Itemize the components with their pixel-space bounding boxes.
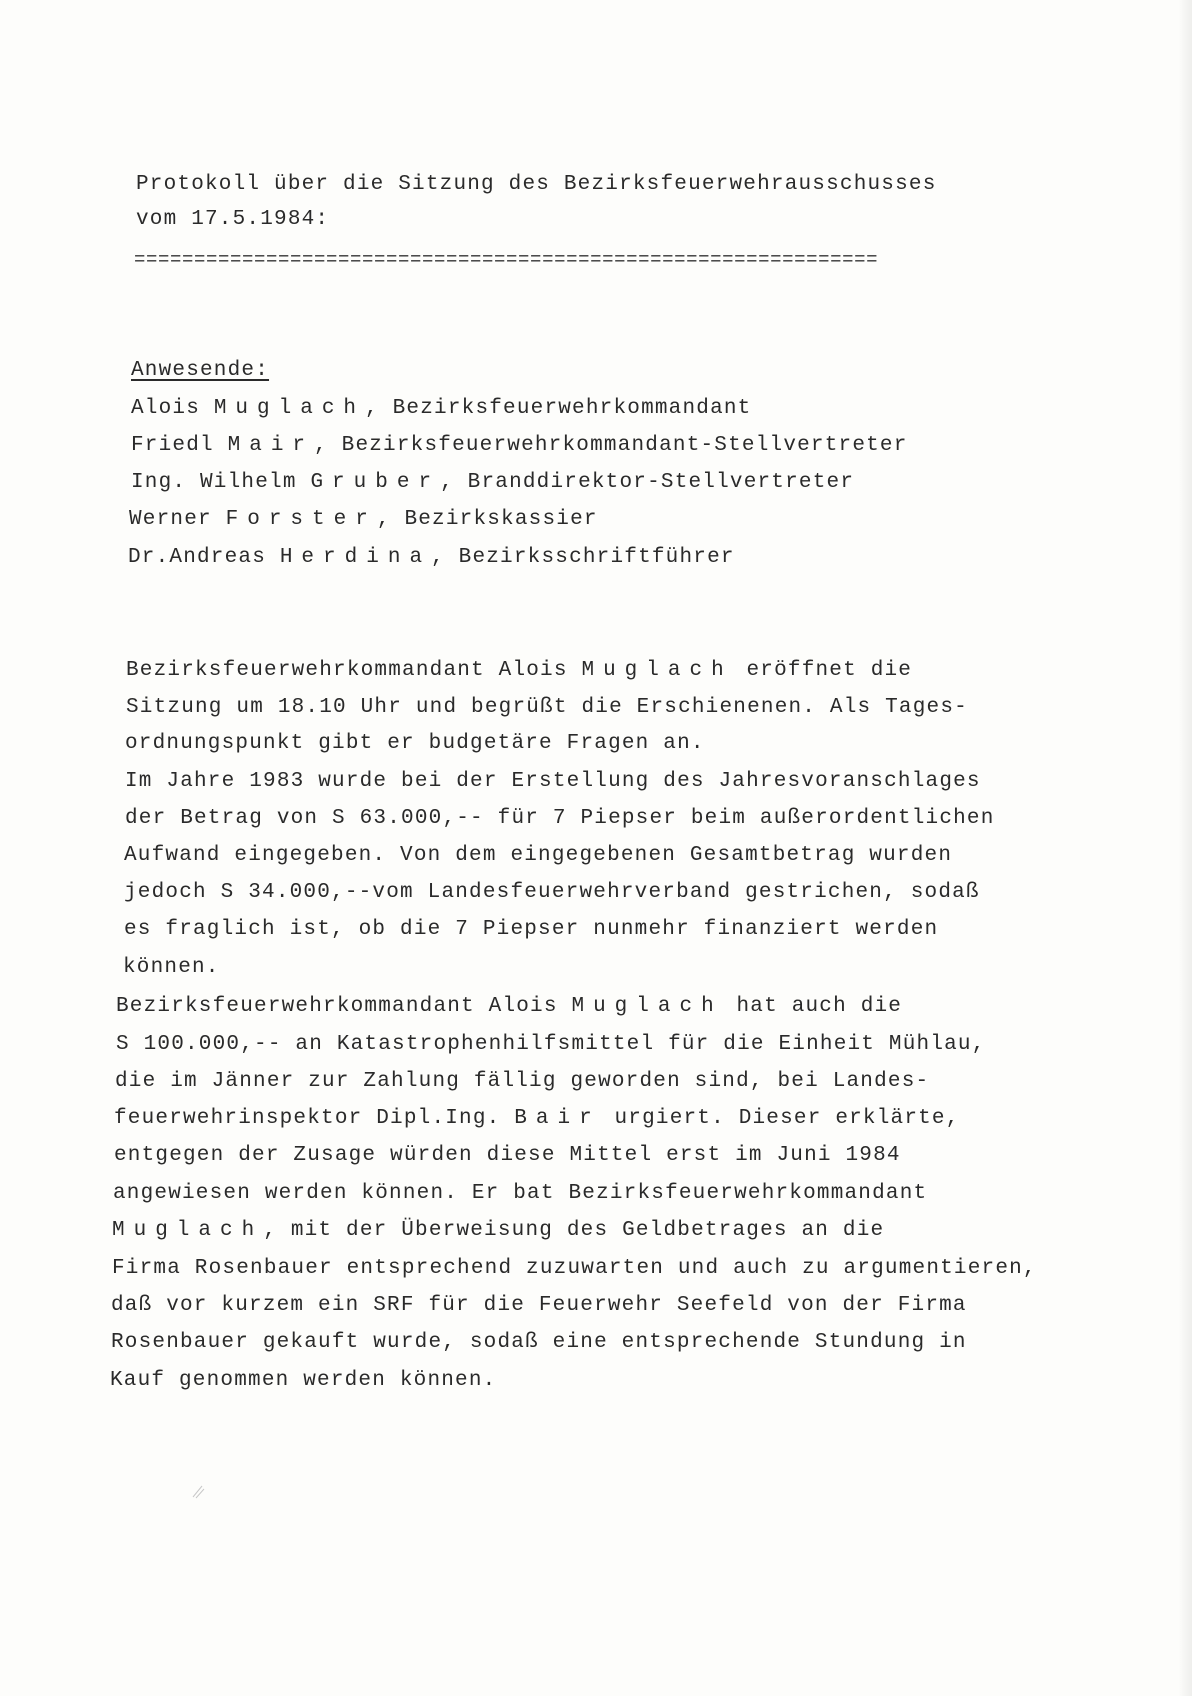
attendee-5-role: , Bezirksschriftführer [431, 546, 735, 569]
attendee-2-prefix: Friedl [131, 434, 228, 457]
paragraph-3-line-3: die im Jänner zur Zahlung fällig geworden sind, bei Landes- [115, 1070, 930, 1093]
paragraph-3-line-9: daß vor kurzem ein SRF für die Feuerwehr Seefeld von der Firma [111, 1294, 967, 1317]
paragraph-3-line-2: S 100.000,-- an Katastrophenhilfsmittel für die Einheit Mühlau, [116, 1033, 986, 1056]
p1-text-a: Bezirksfeuerwehrkommandant Alois [126, 659, 582, 682]
paragraph-2-line-3: Aufwand eingegeben. Von dem eingegebenen Gesamtbetrag wurden [124, 844, 953, 867]
paragraph-2-line-1: Im Jahre 1983 wurde bei der Erstellung des Jahresvoranschlages [125, 770, 981, 793]
attendee-1 [131, 396, 752, 422]
paragraph-3-line-7 [112, 1218, 884, 1244]
document-title-line-2: vom 17.5.1984: [136, 208, 330, 231]
p1-name: Muglach [581, 659, 733, 682]
attendee-1-name: Muglach [213, 397, 366, 420]
attendee-3 [131, 470, 854, 496]
paragraph-3-line-11: Kauf genommen werden können. [110, 1369, 497, 1392]
pencil-mark-icon [190, 1478, 212, 1500]
paragraph-3-line-8: Firma Rosenbauer entsprechend zuzuwarten und auch zu argumentieren, [112, 1257, 1037, 1280]
paragraph-2-line-2: der Betrag von S 63.000,-- für 7 Piepser beim außerordentlichen [125, 807, 995, 830]
attendee-3-name: Gruber [310, 471, 441, 494]
attendee-5 [128, 545, 735, 571]
p3-name-1: Muglach [571, 995, 723, 1018]
attendee-3-prefix: Ing. Wilhelm [131, 471, 311, 494]
p3-text-d: urgiert. Dieser erklärte, [600, 1107, 960, 1130]
attendee-5-prefix: Dr.Andreas [128, 546, 280, 569]
paragraph-3-line-6: angewiesen werden können. Er bat Bezirksfeuerwehrkommandant [113, 1182, 928, 1205]
p3-name-2: Bair [514, 1107, 601, 1130]
paragraph-1-line-1 [126, 658, 912, 684]
attendee-3-role: , Branddirektor-Stellvertreter [440, 471, 855, 494]
p3-name-3: Muglach [112, 1219, 264, 1242]
paragraph-1-line-2: Sitzung um 18.10 Uhr und begrüßt die Erschienenen. Als Tages- [126, 696, 968, 719]
p1-text-b: eröffnet die [732, 659, 913, 682]
attendee-1-prefix: Alois [131, 397, 214, 420]
p3-text-c: feuerwehrinspektor Dipl.Ing. [114, 1107, 515, 1130]
attendee-4-name: Forster [225, 508, 377, 531]
p3-text-e: , mit der Überweisung des Geldbetrages an die [263, 1219, 885, 1242]
attendee-2 [131, 433, 908, 459]
attendee-4 [129, 507, 598, 533]
attendee-2-role: , Bezirksfeuerwehrkommandant-Stellvertreter [314, 434, 908, 457]
page-edge-shadow [1178, 0, 1192, 1696]
paragraph-2-line-4: jedoch S 34.000,--vom Landesfeuerwehrverband gestrichen, sodaß [124, 881, 980, 904]
attendee-2-name: Mair [227, 434, 315, 457]
p3-text-b: hat auch die [722, 995, 903, 1018]
p3-text-a: Bezirksfeuerwehrkommandant Alois [116, 995, 572, 1018]
attendee-4-role: , Bezirkskassier [376, 508, 598, 531]
attendee-1-role: , Bezirksfeuerwehrkommandant [365, 397, 752, 420]
document-title-line-1: Protokoll über die Sitzung des Bezirksfeuerwehrausschusses [136, 173, 937, 196]
title-double-rule: ============================================================== [134, 250, 879, 270]
paragraph-3-line-10: Rosenbauer gekauft wurde, sodaß eine entsprechende Stundung in [111, 1331, 967, 1354]
paragraph-1-line-3: ordnungspunkt gibt er budgetäre Fragen an. [125, 732, 705, 755]
paragraph-3-line-5: entgegen der Zusage würden diese Mittel erst im Juni 1984 [114, 1144, 901, 1167]
paragraph-2-line-5: es fraglich ist, ob die 7 Piepser nunmehr finanziert werden [124, 918, 939, 941]
attendees-heading: Anwesende: [131, 359, 270, 382]
attendee-4-prefix: Werner [129, 508, 226, 531]
paragraph-2-line-6: können. [123, 956, 220, 979]
paragraph-3-line-1 [116, 994, 902, 1020]
attendee-5-name: Herdina [279, 546, 432, 569]
paragraph-3-line-4 [114, 1106, 960, 1132]
